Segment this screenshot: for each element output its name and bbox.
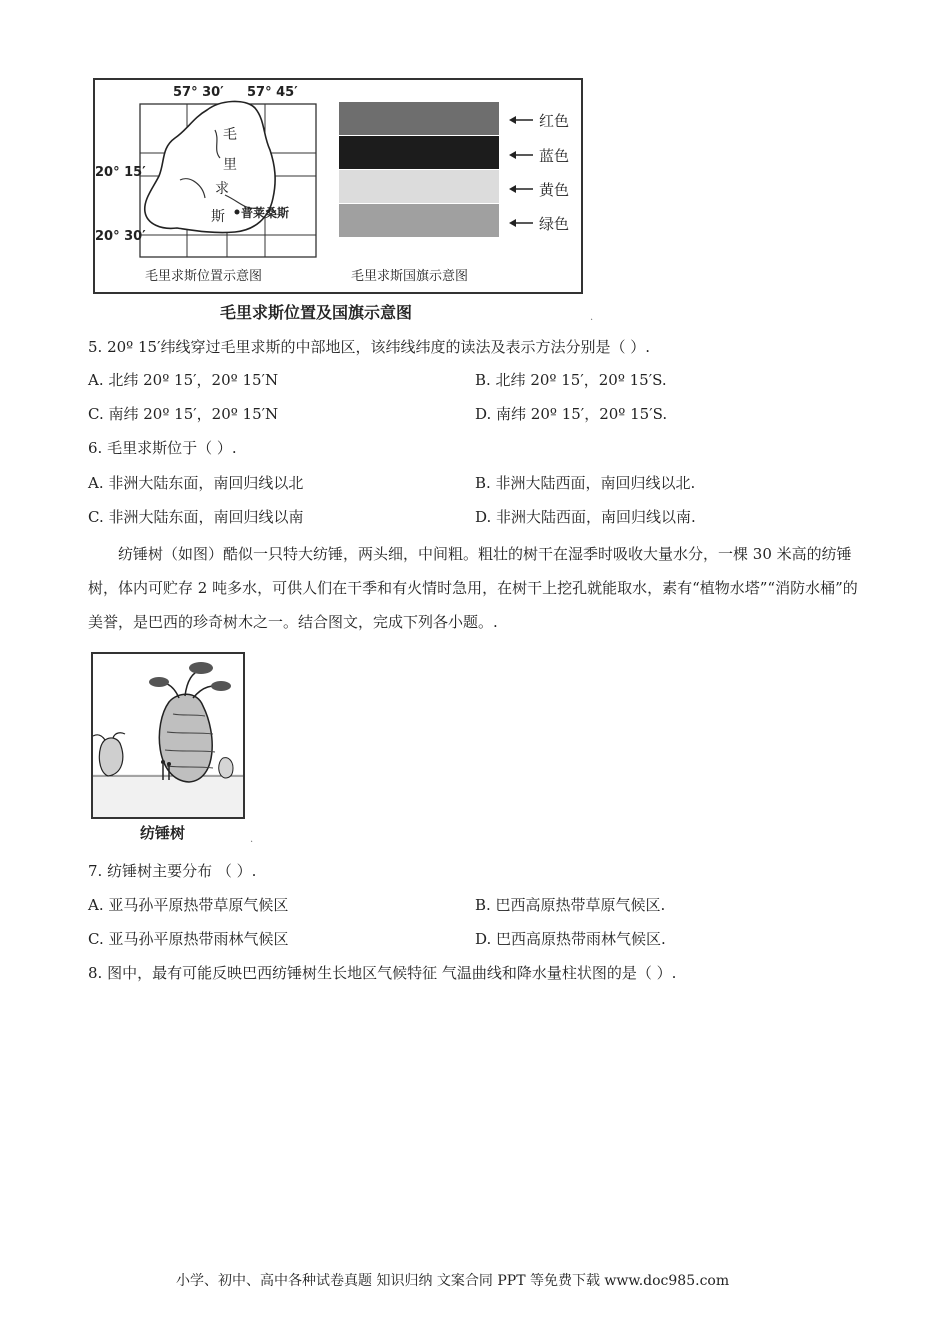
- flag-label-yellow: 黄色: [539, 181, 570, 199]
- q7-stem: 7. 纺锤树主要分布 （ ）.: [88, 862, 257, 880]
- mauritius-figure: [93, 78, 583, 294]
- q6-stem: 6. 毛里求斯位于（ ）.: [88, 439, 237, 457]
- page-footer: 小学、初中、高中各种试卷真题 知识归纳 文案合同 PPT 等免费下载 www.doc985.com: [176, 1273, 730, 1289]
- q5-option-a: A. 北纬 20º 15′，20º 15′N: [88, 371, 279, 389]
- lat-label-2: 20° 30′: [95, 229, 146, 244]
- lat-label-1: 20° 15′: [95, 165, 146, 180]
- q8-stem: 8. 图中，最有可能反映巴西纺锤树生长地区气候特征 气温曲线和降水量柱状图的是（ ）.: [88, 964, 677, 982]
- q5-option-d: D. 南纬 20º 15′，20º 15′S.: [475, 405, 668, 423]
- q5-option-c: C. 南纬 20º 15′，20º 15′N: [88, 405, 279, 423]
- lon-label-1: 57° 30′: [173, 85, 224, 100]
- mauritius-map-and-flag: [95, 80, 581, 292]
- figure-caption: 毛里求斯位置及国旗示意图: [220, 303, 413, 322]
- flag-label-blue: 蓝色: [539, 147, 570, 165]
- q6-option-d: D. 非洲大陆西面，南回归线以南.: [475, 508, 696, 526]
- island-char-4: 斯: [211, 209, 225, 225]
- island-char-1: 毛: [223, 127, 237, 143]
- paragraph-mark: .: [590, 312, 594, 323]
- bottle-tree-illustration: [91, 652, 245, 819]
- flag-stripe-red: [339, 102, 499, 135]
- flag-stripe-yellow: [339, 170, 499, 203]
- q6-option-b: B. 非洲大陆西面，南回归线以北.: [475, 474, 696, 492]
- flag-label-red: 红色: [539, 112, 570, 130]
- q6-option-a: A. 非洲大陆东面，南回归线以北: [88, 474, 304, 492]
- flag-stripe-green: [339, 204, 499, 237]
- city-label: 普莱桑斯: [241, 206, 290, 220]
- flag-caption: 毛里求斯国旗示意图: [351, 269, 469, 284]
- city-dot: [235, 210, 240, 215]
- paragraph-mark: .: [250, 834, 254, 845]
- q7-option-c: C. 亚马孙平原热带雨林气候区: [88, 930, 289, 948]
- flag-label-green: 绿色: [539, 215, 570, 233]
- q5-option-b: B. 北纬 20º 15′，20º 15′S.: [475, 371, 667, 389]
- q6-option-c: C. 非洲大陆东面，南回归线以南: [88, 508, 304, 526]
- q7-option-d: D. 巴西高原热带雨林气候区.: [475, 930, 666, 948]
- arrow-icon: [509, 116, 533, 227]
- q7-option-a: A. 亚马孙平原热带草原气候区: [88, 896, 289, 914]
- map-caption: 毛里求斯位置示意图: [145, 269, 263, 284]
- bottle-tree-image: [93, 654, 243, 817]
- lon-label-2: 57° 45′: [247, 85, 298, 100]
- flag-stripe-blue: [339, 136, 499, 169]
- island-char-2: 里: [223, 157, 237, 173]
- tree-caption: 纺锤树: [140, 824, 186, 842]
- q7-option-b: B. 巴西高原热带草原气候区.: [475, 896, 666, 914]
- island-char-3: 求: [215, 181, 229, 197]
- passage: 纺锤树（如图）酷似一只特大纺锤，两头细，中间粗。粗壮的树干在湿季时吸收大量水分，一棵 30 米高的纺锤树，体内可贮存 2 吨多水，可供人们在干季和有火情时急用，在树干上挖孔就能取水，素有“植物水塔”“消防水桶”的美誉，是巴西的珍奇树木之一。结合图文，完成下列各小题。.: [88, 545, 858, 631]
- q5-stem: 5. 20º 15′纬线穿过毛里求斯的中部地区，该纬线纬度的读法及表示方法分别是（ ）.: [88, 338, 651, 356]
